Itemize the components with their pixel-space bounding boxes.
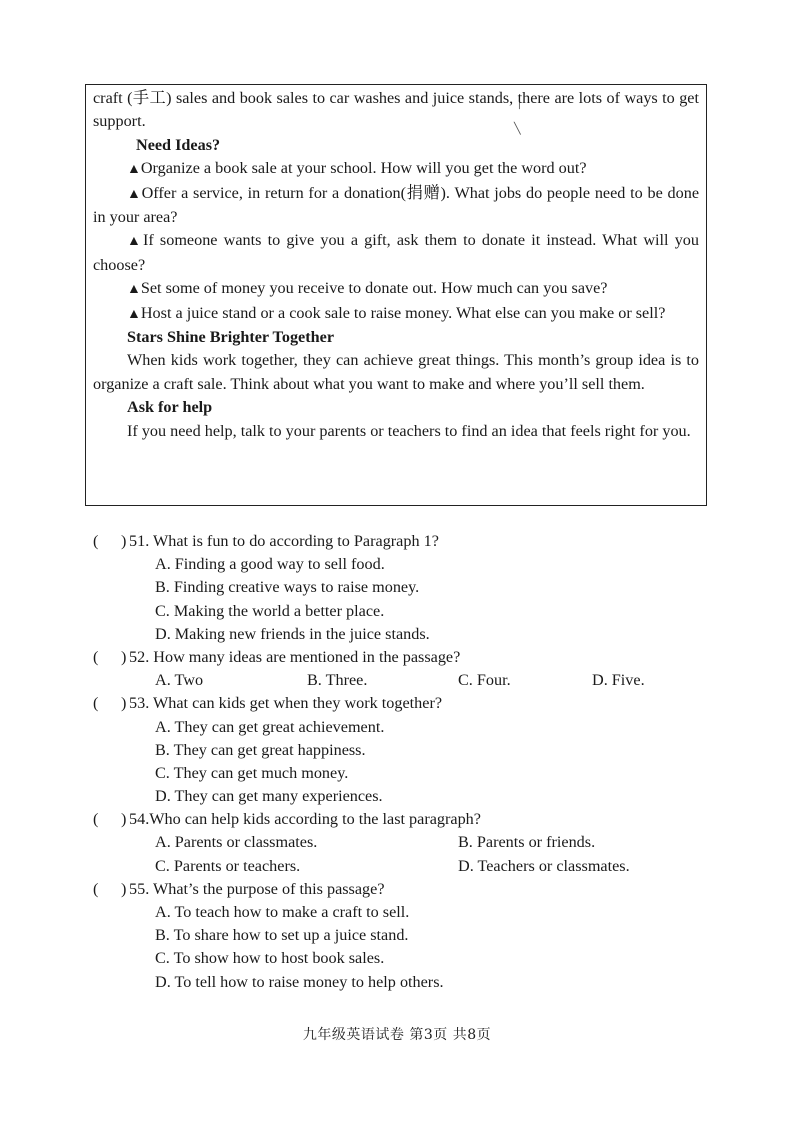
help-paragraph: If you need help, talk to your parents or teachers to find an idea that feels right for you. bbox=[127, 421, 691, 440]
answer-blank-close: ) bbox=[121, 694, 127, 713]
idea-4: ▲Set some of money you receive to donate out. How much can you save? bbox=[127, 279, 608, 298]
answer-blank-close: ) bbox=[121, 532, 127, 550]
option-b: B. Three. bbox=[307, 671, 368, 690]
option-b: B. Parents or friends. bbox=[458, 833, 596, 852]
answer-blank-open[interactable]: ( bbox=[93, 532, 99, 550]
question-stem: 54.Who can help kids according to the last paragraph? bbox=[129, 810, 481, 829]
question-stem: 51. What is fun to do according to Paragraph 1? bbox=[129, 532, 439, 550]
question-53 bbox=[91, 692, 731, 715]
question-list bbox=[91, 530, 731, 994]
heading-ask-help: Ask for help bbox=[127, 398, 213, 417]
question-stem: 55. What’s the purpose of this passage? bbox=[129, 879, 385, 898]
triangle-icon: ▲ bbox=[127, 186, 142, 202]
question-52 bbox=[91, 646, 731, 669]
option-a: A. Two bbox=[155, 671, 204, 690]
answer-blank-open[interactable]: ( bbox=[93, 647, 99, 666]
triangle-icon: ▲ bbox=[127, 234, 143, 250]
option-d: D. Teachers or classmates. bbox=[458, 856, 630, 875]
heading-stars: Stars Shine Brighter Together bbox=[127, 328, 334, 347]
option-c: C. Four. bbox=[458, 671, 511, 690]
answer-blank-open[interactable]: ( bbox=[93, 810, 99, 829]
scan-mark: ╵ bbox=[516, 104, 523, 116]
scan-mark: ╲ bbox=[514, 123, 521, 135]
option-a: A. To teach how to make a craft to sell. bbox=[155, 903, 410, 921]
idea-2: ▲Offer a service, in return for a donation(捐赠). What jobs do people need to be done in your area? bbox=[93, 183, 700, 227]
idea-1: ▲Organize a book sale at your school. How will you get the word out? bbox=[127, 159, 587, 178]
option-a: A. Parents or classmates. bbox=[155, 833, 318, 852]
answer-blank-close: ) bbox=[121, 647, 127, 666]
passage-line-1: craft (手工) sales and book sales to car washes and juice stands, there are lots of ways to get support. bbox=[93, 89, 699, 131]
options-row bbox=[91, 855, 731, 878]
triangle-icon: ▲ bbox=[127, 282, 141, 298]
answer-blank-open[interactable]: ( bbox=[93, 694, 99, 713]
option-d: D. Making new friends in the juice stands. bbox=[155, 624, 430, 643]
option-a: A. Finding a good way to sell food. bbox=[155, 555, 385, 574]
option-c: C. To show how to host book sales. bbox=[155, 949, 385, 968]
option-d: D. To tell how to raise money to help others. bbox=[155, 972, 444, 991]
options-row bbox=[91, 831, 731, 854]
question-stem: 52. How many ideas are mentioned in the passage? bbox=[129, 647, 461, 666]
option-c: C. Parents or teachers. bbox=[155, 856, 301, 875]
stars-paragraph: When kids work together, they can achieve great things. This month’s group idea is to organize a craft sale. Think about what you want to make and where you’ll sell them. bbox=[93, 351, 699, 393]
option-d: D. They can get many experiences. bbox=[155, 787, 383, 806]
page-footer: 九年级英语试卷 第3页 共8页 bbox=[302, 1027, 492, 1043]
idea-5: ▲Host a juice stand or a cook sale to raise money. What else can you make or sell? bbox=[127, 303, 666, 322]
answer-blank-close: ) bbox=[121, 879, 127, 898]
answer-blank-open[interactable]: ( bbox=[93, 879, 99, 898]
options-row bbox=[91, 669, 731, 692]
question-55 bbox=[91, 878, 731, 901]
answer-blank-close: ) bbox=[121, 810, 127, 829]
option-c: C. They can get much money. bbox=[155, 763, 349, 782]
option-b: B. Finding creative ways to raise money. bbox=[155, 578, 420, 597]
option-d: D. Five. bbox=[592, 671, 645, 690]
heading-need-ideas: Need Ideas? bbox=[136, 135, 221, 154]
reading-passage-box bbox=[85, 84, 707, 506]
option-b: B. They can get great happiness. bbox=[155, 740, 366, 759]
option-b: B. To share how to set up a juice stand. bbox=[155, 926, 409, 945]
idea-3: ▲If someone wants to give you a gift, ask them to donate it instead. What will you choose? bbox=[93, 231, 699, 274]
option-c: C. Making the world a better place. bbox=[155, 601, 385, 620]
question-54 bbox=[91, 808, 731, 831]
question-stem: 53. What can kids get when they work together? bbox=[129, 694, 443, 713]
triangle-icon: ▲ bbox=[127, 306, 141, 322]
question-51 bbox=[91, 530, 731, 553]
option-a: A. They can get great achievement. bbox=[155, 717, 385, 736]
triangle-icon: ▲ bbox=[127, 162, 141, 178]
